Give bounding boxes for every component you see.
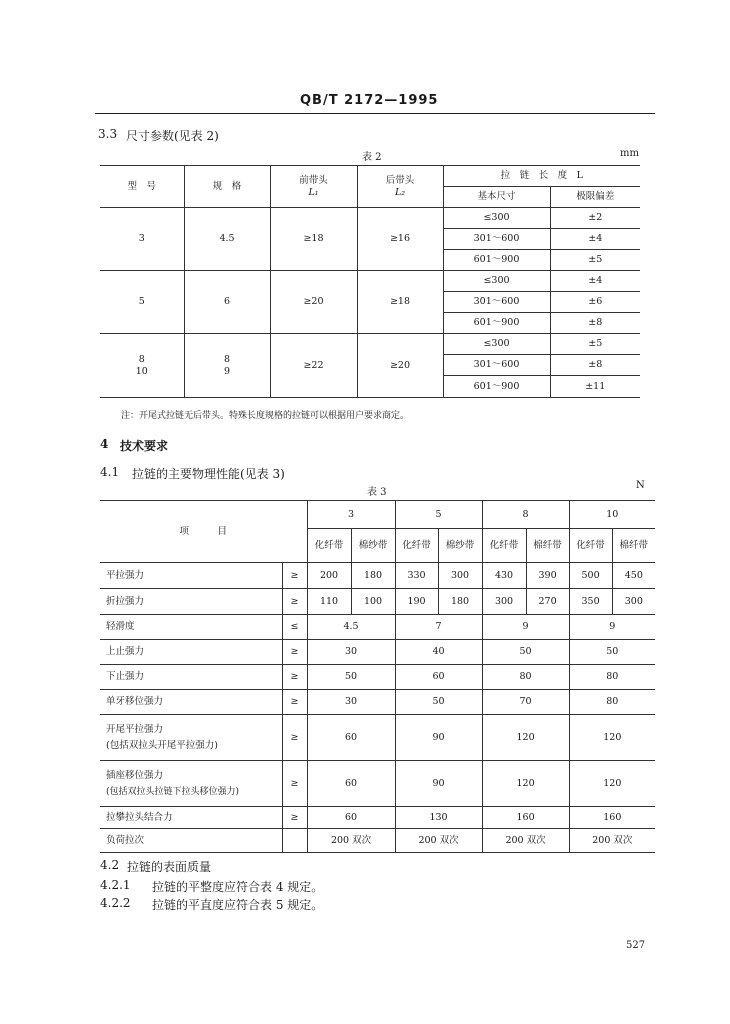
t2-tol: ±5 <box>550 250 640 271</box>
t3-row-sym: ≥ <box>282 665 307 690</box>
t3-row-label-two-line <box>100 761 282 807</box>
t2-tol: ±11 <box>550 376 640 398</box>
t3-cell: 200 双次 <box>569 829 655 853</box>
section-4-2-number: 4.2 <box>100 858 120 872</box>
t3-cell: 110 <box>307 589 351 615</box>
t3-model: 5 <box>395 501 482 529</box>
t2-tol: ±4 <box>550 271 640 292</box>
t2-basic: 601～900 <box>443 376 550 398</box>
t3-cell: 60 <box>307 807 395 829</box>
t3-cell: 80 <box>569 665 655 690</box>
t3-cell: 300 <box>438 563 482 589</box>
t2-front: ≥20 <box>270 271 357 334</box>
table2-note: 注：开尾式拉链无后带头。特殊长度规格的拉链可以根据用户要求商定。 <box>121 411 410 421</box>
section-4-2-2-title: 拉链的平直度应符合表 5 规定。 <box>152 898 324 912</box>
t3-cell: 330 <box>395 563 438 589</box>
t3-row-label-two-line <box>100 715 282 761</box>
t3-row-sym: ≤ <box>282 615 307 640</box>
header-rule <box>95 113 655 114</box>
t3-cell: 9 <box>569 615 655 640</box>
t2-header-rear <box>357 166 443 208</box>
t2-basic: ≤300 <box>443 208 550 229</box>
page-number: 527 <box>626 940 646 951</box>
t3-row-label: 负荷拉次 <box>100 829 282 853</box>
t3-row-label: 折拉强力 <box>100 589 282 615</box>
section-3-3-title: 尺寸参数(见表 2) <box>126 129 219 143</box>
t3-cell: 120 <box>569 715 655 761</box>
t3-header-item: 项 目 <box>100 501 307 563</box>
t3-tape: 棉纤带 <box>526 529 569 563</box>
t2-basic: ≤300 <box>443 334 550 355</box>
t3-row-label: 平拉强力 <box>100 563 282 589</box>
t3-cell: 120 <box>569 761 655 807</box>
t3-cell: 50 <box>569 640 655 665</box>
t2-basic: ≤300 <box>443 271 550 292</box>
t3-cell: 130 <box>395 807 482 829</box>
t3-tape: 化纤带 <box>395 529 438 563</box>
t3-row-sym: ≥ <box>282 807 307 829</box>
standard-code: QB/T 2172—1995 <box>300 93 439 108</box>
t2-header-spec: 规 格 <box>184 166 270 208</box>
t2-front-label: 前带头 <box>299 174 328 186</box>
table2-caption: 表 2 <box>362 152 382 163</box>
t3-cell: 60 <box>307 761 395 807</box>
t3-tape: 化纤带 <box>482 529 526 563</box>
t3-cell: 70 <box>482 690 569 715</box>
t3-cell: 450 <box>612 563 655 589</box>
t3-cell: 350 <box>569 589 612 615</box>
t2-tol: ±5 <box>550 334 640 355</box>
t3-row-label: 下止强力 <box>100 665 282 690</box>
t2-tol: ±6 <box>550 292 640 313</box>
t3-cell: 30 <box>307 640 395 665</box>
t3-model: 8 <box>482 501 569 529</box>
t3-tape: 棉纱带 <box>351 529 395 563</box>
t2-rear-label: 后带头 <box>385 174 415 186</box>
t3-cell: 50 <box>395 690 482 715</box>
t2-tol: ±2 <box>550 208 640 229</box>
t3-row-sublabel: (包括双拉头开尾平拉强力) <box>106 739 218 751</box>
t2-model: 3 <box>100 208 184 271</box>
t2-spec: 8 9 <box>184 334 270 398</box>
t2-rear: ≥18 <box>357 271 443 334</box>
t3-cell: 40 <box>395 640 482 665</box>
t3-cell: 160 <box>482 807 569 829</box>
section-4-1-title: 拉链的主要物理性能(见表 3) <box>132 467 285 481</box>
t3-cell: 90 <box>395 761 482 807</box>
t2-header-model: 型 号 <box>100 166 184 208</box>
t2-front-symbol: L₁ <box>308 186 319 198</box>
t3-cell: 30 <box>307 690 395 715</box>
table-2 <box>100 165 640 398</box>
t2-rear: ≥20 <box>357 334 443 398</box>
t3-row-sublabel: (包括双拉头拉链下拉头移位强力) <box>106 786 240 797</box>
t2-header-basic: 基本尺寸 <box>443 187 550 208</box>
t3-row-label: 上止强力 <box>100 640 282 665</box>
t2-spec: 4.5 <box>184 208 270 271</box>
t3-tape: 化纤带 <box>307 529 351 563</box>
t2-spec: 6 <box>184 271 270 334</box>
t3-cell: 80 <box>482 665 569 690</box>
t3-cell: 300 <box>482 589 526 615</box>
table3-unit: N <box>636 480 645 491</box>
t3-cell: 50 <box>307 665 395 690</box>
section-4-2-2-number: 4.2.2 <box>100 896 131 910</box>
table3-caption: 表 3 <box>367 487 387 498</box>
t3-cell: 200 <box>307 563 351 589</box>
t3-cell: 80 <box>569 690 655 715</box>
t3-row-label: 拉攀拉头结合力 <box>100 807 282 829</box>
t2-basic: 301～600 <box>443 229 550 250</box>
t3-cell: 180 <box>351 563 395 589</box>
t3-row-sym: ≥ <box>282 563 307 589</box>
t3-cell: 390 <box>526 563 569 589</box>
t2-rear-symbol: L₂ <box>394 186 406 198</box>
t3-model: 10 <box>569 501 655 529</box>
t3-row-sym: ≥ <box>282 761 307 807</box>
t3-row-label: 插座移位强力 <box>106 769 164 781</box>
section-4-title: 技术要求 <box>120 439 169 453</box>
t3-row-sym: ≥ <box>282 589 307 615</box>
t2-basic: 601～900 <box>443 313 550 334</box>
t3-cell: 90 <box>395 715 482 761</box>
t3-cell: 7 <box>395 615 482 640</box>
t2-basic: 601～900 <box>443 250 550 271</box>
t3-cell: 190 <box>395 589 438 615</box>
t3-cell: 120 <box>482 715 569 761</box>
t2-front: ≥22 <box>270 334 357 398</box>
t3-cell: 300 <box>612 589 655 615</box>
t3-row-label: 单牙移位强力 <box>100 690 282 715</box>
section-4-number: 4 <box>100 437 109 451</box>
t3-cell: 180 <box>438 589 482 615</box>
t3-row-sym: ≥ <box>282 690 307 715</box>
t3-row-label: 轻滑度 <box>100 615 282 640</box>
t3-cell: 200 双次 <box>307 829 395 853</box>
t3-tape: 棉纱带 <box>438 529 482 563</box>
t3-cell: 160 <box>569 807 655 829</box>
t3-cell: 100 <box>351 589 395 615</box>
t3-cell: 430 <box>482 563 526 589</box>
table-3 <box>100 500 655 853</box>
section-4-2-title: 拉链的表面质量 <box>127 860 212 874</box>
t3-cell: 60 <box>307 715 395 761</box>
t3-cell: 4.5 <box>307 615 395 640</box>
t3-row-sym: ≥ <box>282 640 307 665</box>
t3-row-sym <box>282 829 307 853</box>
t3-row-label: 开尾平拉强力 <box>106 723 164 735</box>
t2-tol: ±4 <box>550 229 640 250</box>
t3-tape: 棉纤带 <box>612 529 655 563</box>
t2-header-tol: 极限偏差 <box>550 187 640 208</box>
t3-model: 3 <box>307 501 395 529</box>
t2-basic: 301～600 <box>443 292 550 313</box>
table2-unit: mm <box>620 148 639 159</box>
t3-tape: 化纤带 <box>569 529 612 563</box>
t2-rear: ≥16 <box>357 208 443 271</box>
t2-header-front <box>270 166 357 208</box>
t2-tol: ±8 <box>550 313 640 334</box>
t3-row-sym: ≥ <box>282 715 307 761</box>
t3-cell: 270 <box>526 589 569 615</box>
t3-cell: 50 <box>482 640 569 665</box>
t3-cell: 120 <box>482 761 569 807</box>
t2-model: 8 10 <box>100 334 184 398</box>
t3-cell: 200 双次 <box>482 829 569 853</box>
t2-front: ≥18 <box>270 208 357 271</box>
t3-cell: 9 <box>482 615 569 640</box>
t3-cell: 500 <box>569 563 612 589</box>
t2-tol: ±8 <box>550 355 640 376</box>
section-4-2-1-title: 拉链的平整度应符合表 4 规定。 <box>152 880 324 894</box>
t3-cell: 200 双次 <box>395 829 482 853</box>
section-4-1-number: 4.1 <box>100 465 120 479</box>
section-4-2-1-number: 4.2.1 <box>100 878 131 892</box>
t3-cell: 60 <box>395 665 482 690</box>
t2-basic: 301～600 <box>443 355 550 376</box>
t2-model: 5 <box>100 271 184 334</box>
t2-header-length: 拉 链 长 度 L <box>443 166 640 187</box>
section-3-3-number: 3.3 <box>98 127 118 141</box>
